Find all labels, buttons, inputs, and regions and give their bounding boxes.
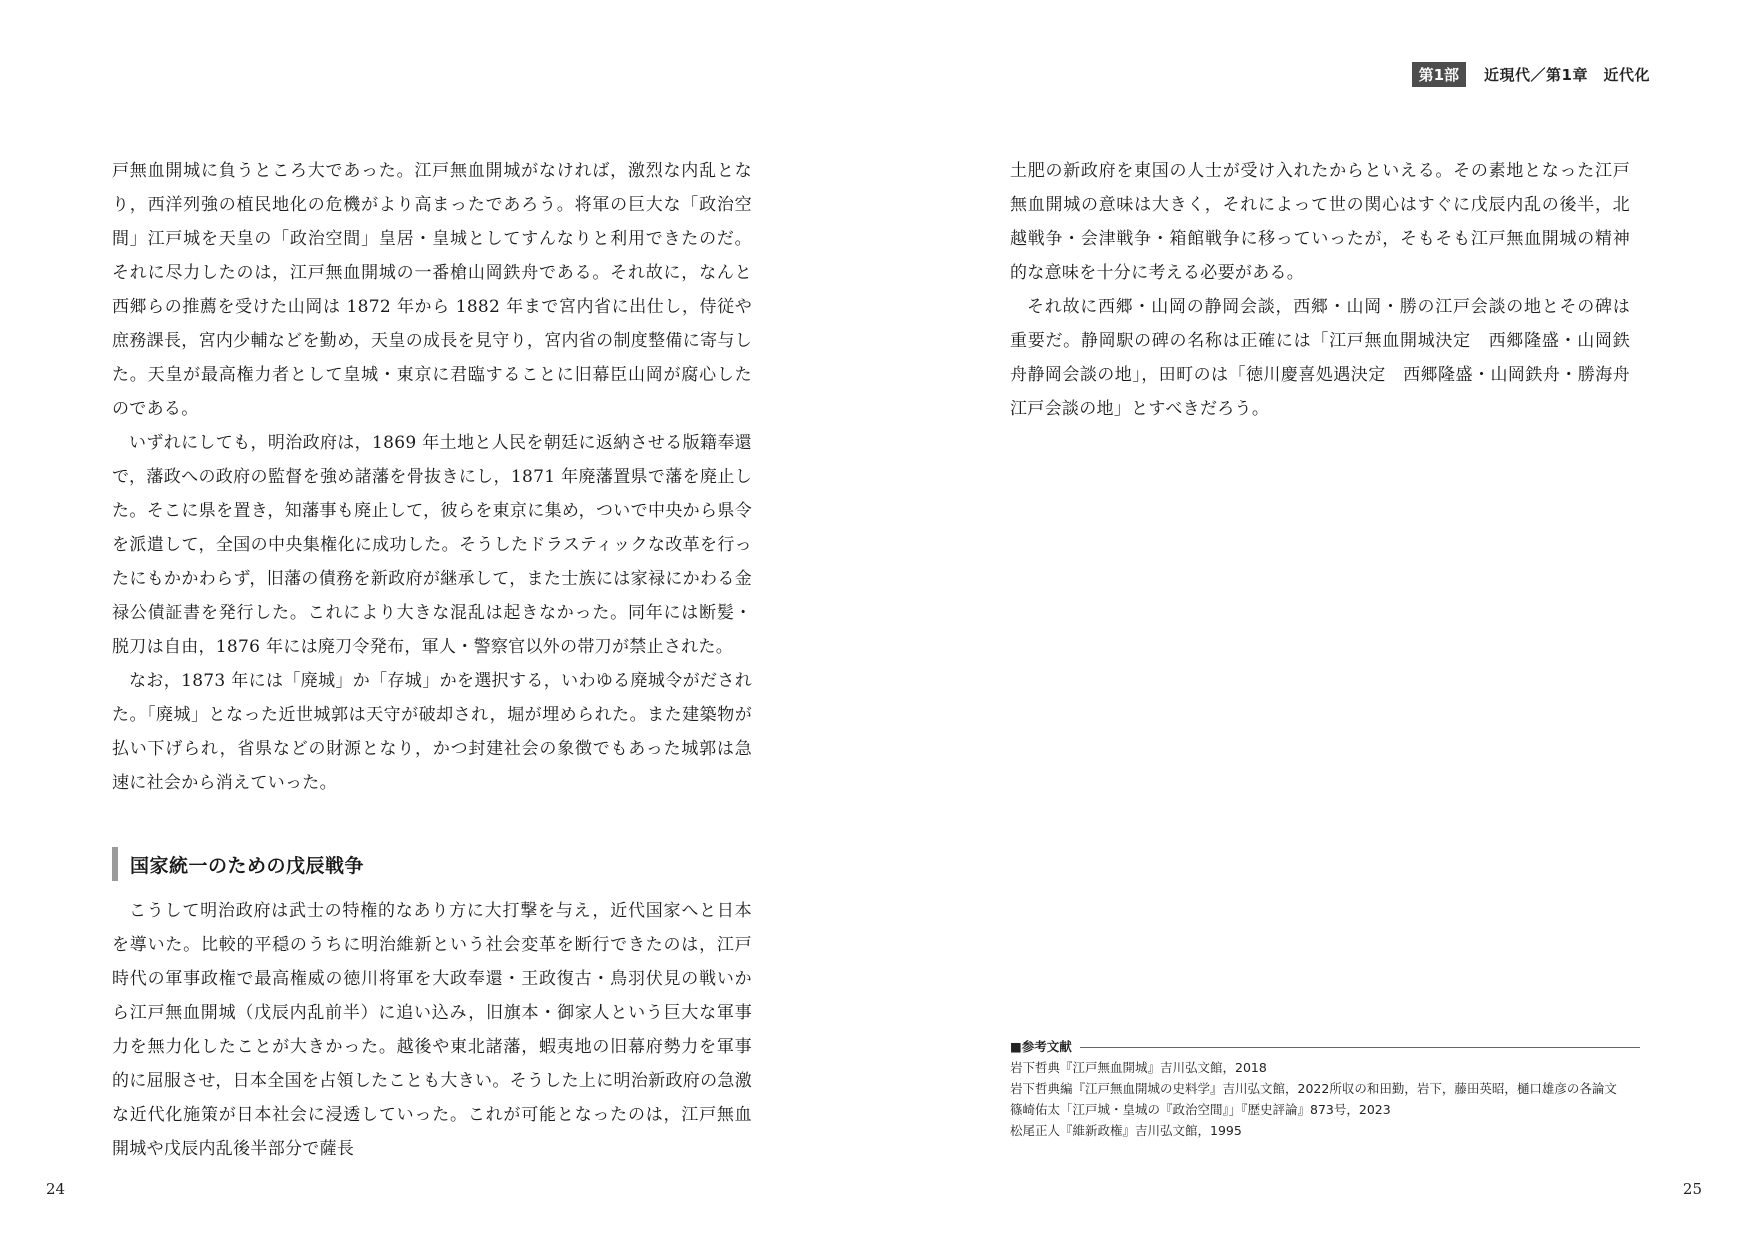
reference-item: 岩下哲典『江戸無血開城』吉川弘文館，2018 — [1010, 1060, 1267, 1075]
paragraph: 戸無血開城に負うところ大であった。江戸無血開城がなければ，激烈な内乱となり，西洋列強の植民地化の危機がより高まったであろう。将軍の巨大な「政治空間」江戸城を天皇の「政治空間」皇居・皇城としてすんなりと利用できたのだ。それに尽力したのは，江戸無血開城の一番槍山岡鉄舟である。それ故に，なんと西郷らの推薦を受けた山岡は 1872 年から 1882 年まで宮内省に出仕し，侍従や庶務課長，宮内少輔などを勤め，天皇の成長を見守り，宮内省の制度整備に寄与した。天皇が最高権力者として皇城・東京に君臨することに旧幕臣山岡が腐心したのである。 — [112, 161, 752, 419]
left-body-text-after-heading — [112, 894, 752, 1166]
heading-bar — [112, 847, 118, 881]
references-heading-text: ■参考文献 — [1010, 1039, 1072, 1054]
chapter-title: 近現代／第1章 近代化 — [1484, 66, 1650, 84]
running-header — [1412, 62, 1650, 87]
part-badge: 第1部 — [1412, 62, 1466, 87]
paragraph: いずれにしても，明治政府は，1869 年土地と人民を朝廷に返納させる版籍奉還で，藩政への政府の監督を強め諸藩を骨抜きにし，1871 年廃藩置県で藩を廃止した。そこに県を置き，知藩事も廃止して，彼らを東京に集め，ついで中央から県令を派遣して，全国の中央集権化に成功した。そうしたドラスティックな改革を行ったにもかかわらず，旧藩の債務を新政府が継承して，また士族には家禄にかわる金禄公債証書を発行した。これにより大きな混乱は起きなかった。同年には断髪・脱刀は自由，1876 年には廃刀令発布，軍人・警察官以外の帯刀が禁止された。 — [112, 433, 752, 657]
reference-item: 松尾正人『維新政権』吉川弘文館，1995 — [1010, 1123, 1242, 1138]
right-body-text — [1010, 154, 1630, 426]
page-number-left: 24 — [46, 1180, 66, 1198]
paragraph: なお，1873 年には「廃城」か「存城」かを選択する，いわゆる廃城令がだされた。「廃城」となった近世城郭は天守が破却され，堀が埋められた。また建築物が払い下げられ，省県などの財源となり，かつ封建社会の象徴でもあった城郭は急速に社会から消えていった。 — [112, 671, 752, 793]
references-rule — [1080, 1047, 1640, 1048]
page-number-right: 25 — [1682, 1180, 1702, 1198]
right-page — [874, 0, 1748, 1240]
left-body-text — [112, 154, 752, 800]
reference-item: 篠崎佑太「江戸城・皇城の『政治空間』」『歴史評論』873号，2023 — [1010, 1102, 1391, 1117]
section-heading — [112, 846, 752, 882]
paragraph: 土肥の新政府を東国の人士が受け入れたからといえる。その素地となった江戸無血開城の意味は大きく，それによって世の関心はすぐに戊辰内乱の後半，北越戦争・会津戦争・箱館戦争に移っていったが，そもそも江戸無血開城の精神的な意味を十分に考える必要がある。 — [1010, 161, 1630, 283]
paragraph: こうして明治政府は武士の特権的なあり方に大打撃を与え，近代国家へと日本を導いた。比較的平穏のうちに明治維新という社会変革を断行できたのは，江戸時代の軍事政権で最高権威の徳川将軍を大政奉還・王政復古・鳥羽伏見の戦いから江戸無血開城（戊辰内乱前半）に追い込み，旧旗本・御家人という巨大な軍事力を無力化したことが大きかった。越後や東北諸藩，蝦夷地の旧幕府勢力を軍事的に屈服させ，日本全国を占領したことも大きい。そうした上に明治新政府の急激な近代化施策が日本社会に浸透していった。これが可能となったのは，江戸無血開城や戊辰内乱後半部分で薩長 — [112, 901, 752, 1159]
reference-item: 岩下哲典編『江戸無血開城の史料学』吉川弘文館，2022所収の和田勤，岩下，藤田英昭，樋口雄彦の各論文 — [1010, 1081, 1617, 1096]
references-heading — [1010, 1036, 1640, 1057]
references-section — [1010, 1036, 1640, 1141]
paragraph: それ故に西郷・山岡の静岡会談，西郷・山岡・勝の江戸会談の地とその碑は重要だ。静岡駅の碑の名称は正確には「江戸無血開城決定 西郷隆盛・山岡鉄舟静岡会談の地」，田町のは「徳川慶喜処遇決定 西郷隆盛・山岡鉄舟・勝海舟江戸会談の地」とすべきだろう。 — [1010, 297, 1630, 419]
section-heading-text: 国家統一のための戊辰戦争 — [130, 854, 365, 877]
